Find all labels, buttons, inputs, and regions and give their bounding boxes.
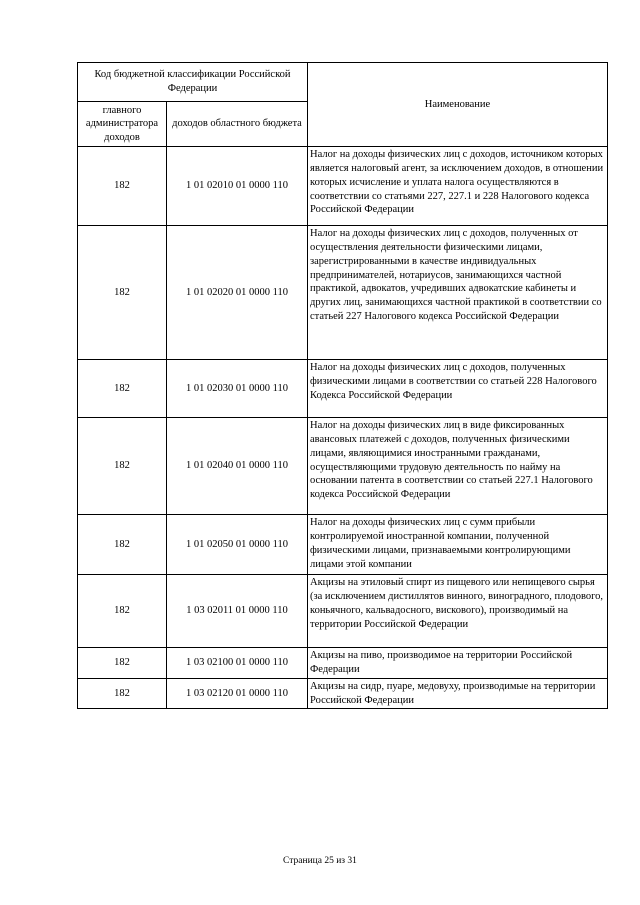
table-row [78, 360, 608, 418]
table-row [78, 226, 608, 360]
budget-code-cell: 1 03 02120 01 0000 110 [167, 678, 308, 709]
header-budget-classification-code: Код бюджетной классификации Российской Федерации [78, 63, 308, 102]
budget-code-cell: 1 03 02011 01 0000 110 [167, 575, 308, 648]
header-regional-budget-income: доходов областного бюджета [167, 102, 308, 147]
description-cell: Налог на доходы физических лиц с сумм прибыли контролируемой иностранной компании, полученной физическими лицами, признаваемыми контролирующими лицами этой компании [308, 515, 608, 575]
admin-code-cell: 182 [78, 147, 167, 226]
budget-code-cell: 1 01 02030 01 0000 110 [167, 360, 308, 418]
table-row [78, 147, 608, 226]
admin-code-cell: 182 [78, 418, 167, 515]
table-row [78, 648, 608, 679]
description-cell: Налог на доходы физических лиц в виде фиксированных авансовых платежей с доходов, полученных физическими лицами, являющимися иностранными гражданами, осуществляющими трудовую деятельность по найму на основании патента в соответствии со статьей 227.1 Налогового кодекса Российской Федерации [308, 418, 608, 515]
description-cell: Налог на доходы физических лиц с доходов, источником которых является налоговый агент, за исключением доходов, в отношении которых исчисление и уплата налога осуществляются в соответствии со статьями 227, 227.1 и 228 Налогового кодекса Российской Федерации [308, 147, 608, 226]
budget-code-cell: 1 01 02010 01 0000 110 [167, 147, 308, 226]
admin-code-cell: 182 [78, 678, 167, 709]
description-cell: Акцизы на сидр, пуаре, медовуху, производимые на территории Российской Федерации [308, 678, 608, 709]
budget-classification-table [77, 62, 608, 709]
table-row [78, 575, 608, 648]
admin-code-cell: 182 [78, 648, 167, 679]
description-cell: Акцизы на этиловый спирт из пищевого или непищевого сырья (за исключением дистиллятов винного, виноградного, плодового, коньячного, кальвадосного, вискового), производимый на территории Российской Федерации [308, 575, 608, 648]
table-row [78, 678, 608, 709]
budget-code-cell: 1 03 02100 01 0000 110 [167, 648, 308, 679]
admin-code-cell: 182 [78, 515, 167, 575]
description-cell: Налог на доходы физических лиц с доходов, полученных от осуществления деятельности физическими лицами, зарегистрированными в качестве индивидуальных предпринимателей, нотариусов, занимающихся частной практикой, адвокатов, учредивших адвокатские кабинеты и других лиц, занимающихся частной практикой в соответствии со статьей 227 Налогового кодекса Российской Федерации [308, 226, 608, 360]
budget-code-cell: 1 01 02020 01 0000 110 [167, 226, 308, 360]
admin-code-cell: 182 [78, 226, 167, 360]
header-main-administrator: главного администратора доходов [78, 102, 167, 147]
budget-code-cell: 1 01 02040 01 0000 110 [167, 418, 308, 515]
budget-code-cell: 1 01 02050 01 0000 110 [167, 515, 308, 575]
admin-code-cell: 182 [78, 575, 167, 648]
admin-code-cell: 182 [78, 360, 167, 418]
page-number: Страница 25 из 31 [283, 856, 357, 866]
description-cell: Налог на доходы физических лиц с доходов, полученных физическими лицами в соответствии со статьей 228 Налогового Кодекса Российской Федерации [308, 360, 608, 418]
header-name: Наименование [308, 63, 608, 147]
table-row [78, 418, 608, 515]
description-cell: Акцизы на пиво, производимое на территории Российской Федерации [308, 648, 608, 679]
table-row [78, 515, 608, 575]
